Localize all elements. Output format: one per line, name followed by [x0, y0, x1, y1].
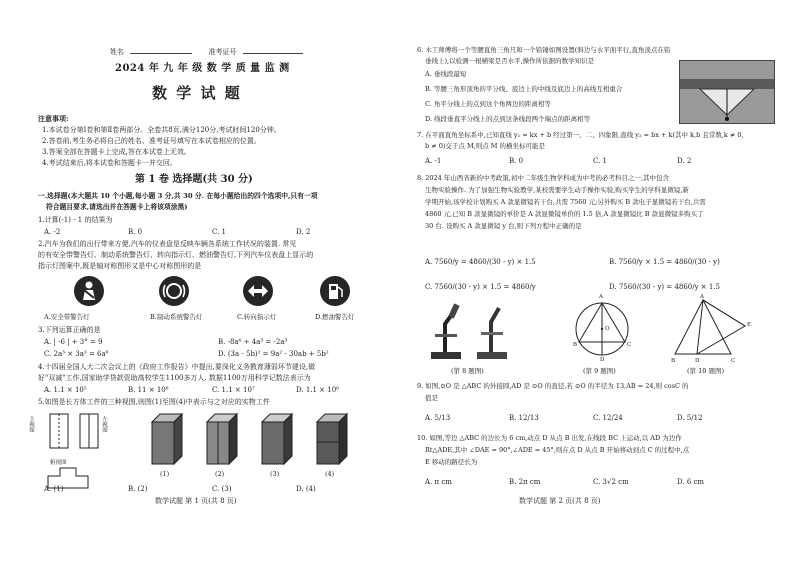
workpiece-2	[203, 412, 239, 466]
option-d: D. (3a - 5b)² = 9a² - 30ab + 5b²	[218, 350, 329, 358]
workpiece-1	[148, 412, 184, 466]
icon-caption: D.燃油警告灯	[315, 313, 355, 321]
option-b: B. 11 × 10⁶	[128, 386, 169, 394]
section-title: 第 1 卷 选择题(共 30 分)	[135, 174, 253, 185]
note-item: 2.答卷前,考生务必将自己的姓名、准考证号填写在本试卷相应的位置。	[42, 137, 261, 145]
option-d: D. 2	[677, 157, 692, 165]
question-5-stem: 5.如图是长方体工件的三种视图,则图(1)至图(4)中表示与之对应的实物工件	[38, 398, 270, 406]
triangle-figure	[667, 296, 757, 366]
figure-label: (4)	[325, 470, 335, 478]
icon-caption: B.制动系统警告灯	[150, 313, 203, 321]
fuel-warning-icon	[320, 276, 350, 306]
point-label: B	[671, 358, 676, 364]
option-c: C. 1	[593, 157, 608, 165]
figure-caption: (第 9 题图)	[583, 367, 616, 375]
option-a: A. 7560/y = 4860/(30 - y) × 1.5	[425, 258, 536, 266]
question-9-stem: 值是	[425, 394, 438, 402]
option-b: B. 0	[509, 157, 524, 165]
carpenter-photo	[679, 60, 775, 124]
notes-title: 注意事项:	[38, 114, 69, 123]
icon-caption: A.安全带警告灯	[44, 313, 90, 321]
question-7-stem: 7. 在平面直角坐标系中,已知直线 y₁ = kx + b 经过第一、二、四象限,直线 y₂ = bx + k(其中 k,b 且常数,k ≠ 0,	[417, 131, 744, 139]
point-label: A	[599, 294, 603, 300]
circle-figure	[565, 296, 639, 366]
turn-signal-icon	[243, 276, 273, 306]
page-footer: 数学试题 第 2 页(共 8 页)	[519, 497, 601, 505]
section-intro: 符合题目要求,请选出并在答题卡上将该项涂黑)	[46, 203, 188, 211]
question-6-stem: 垂线上),以检测一根横梁是否水平,操作所依据的数学知识是	[425, 57, 595, 65]
question-8-stem: 8. 2024 年山西省新的中考政策,初中二年级生物学科成为中考的必考科目之一,其中包含	[417, 174, 670, 182]
main-title: 数 学 试 题	[152, 84, 242, 102]
option-d: D. (4)	[296, 485, 316, 493]
question-10-stem: E 移动的路径长为	[425, 458, 478, 466]
option-a: A. π cm	[425, 478, 452, 486]
question-8-stem: 生物实验操作. 为了加强生物实验教学,某校需要学生动手操作实验,购买学生的学科显微镜,新	[425, 186, 689, 194]
question-8-stem: 30 台. 设购买 A 款显微镜 y 台,则下列方程中正确的是	[425, 222, 582, 230]
point-label: A	[700, 294, 704, 300]
section-intro: 一.选择题(本大题共 10 个小题,每小题 3 分,共 30 分. 在每小题给出的四个选项中,只有一项	[38, 192, 318, 200]
option-a: A. 垂线段最短	[425, 70, 467, 78]
option-c: C. 3√2 cm	[593, 478, 629, 486]
option-a: A. 1.1 × 10⁵	[44, 386, 87, 394]
option-c: C. 12/24	[593, 414, 623, 422]
figure-caption: (第 10 题图)	[687, 367, 724, 375]
page-footer: 数学试题 第 1 页(共 8 页)	[155, 497, 237, 505]
option-c: C. 1.1 × 10⁷	[212, 386, 255, 394]
option-a: A. (1)	[44, 485, 64, 493]
question-10-stem: Rt△ADE,其中 ∠DAE = 90°,∠ADE = 45°,则在点 D 从点 B 开始移动到点 C 的过程中,点	[425, 446, 690, 454]
note-item: 1.本试卷分第Ⅰ卷和第Ⅱ卷两部分。全卷共8页,满分120分,考试时间120分钟。	[42, 126, 281, 134]
question-2-stem: 的有安全带警告灯、制动系统警告灯、转向指示灯、燃油警告灯,下列汽车仪表盘上显示的	[38, 251, 314, 259]
seatbelt-warning-icon	[74, 276, 104, 306]
option-b: B. 12/13	[509, 414, 539, 422]
question-7-stem: b ≠ 0)交于点 M,则点 M 的横坐标可能是	[425, 142, 545, 150]
option-d: D. 2	[296, 228, 311, 236]
three-view-drawing	[44, 412, 104, 494]
option-d: D. 线段垂直平分线上的点到这条线段两个端点的距离相等	[425, 115, 591, 123]
microscope-photo	[425, 302, 515, 362]
workpiece-3	[258, 412, 294, 466]
point-label: D	[695, 358, 700, 364]
question-1-stem: 1.计算(-1) - 1 的结果为	[38, 216, 113, 224]
view-label: 左视图	[101, 416, 107, 433]
question-10-stem: 10. 如图,等边 △ABC 的边长为 6 cm,动点 D 从点 B 出发,在线段 BC 上运动,以 AD 为边作	[417, 434, 682, 442]
option-b: B. 7560/y × 1.5 = 4860/(30 - y)	[609, 258, 720, 266]
point-label: B	[573, 342, 578, 348]
option-c: C. (3)	[212, 485, 232, 493]
brake-warning-icon	[159, 276, 189, 306]
figure-label: (1)	[160, 470, 170, 478]
question-8-stem: 4860 元,已知 B 款显微镜的单价是 A 款显微镜单价的 1.5 倍,A 款显微镜比 B 款显微镜多购买了	[425, 210, 704, 218]
name-label: 姓名	[110, 48, 124, 56]
option-a: A. -1	[425, 157, 442, 165]
question-2-stem: 2.汽车为我们的出行带来方便,汽车的仪表盘是反映车辆各系统工作状况的装置. 常见	[38, 240, 297, 248]
point-label: E	[747, 322, 752, 328]
option-d: D. 6 cm	[677, 478, 705, 486]
question-8-stem: 学期开始,该学校计划购买 A 款显微镜若干台,共需 7560 元;另外购买 B 款电子显微镜若干台,共需	[425, 198, 706, 206]
question-4-stem: 4.十四届全国人大二次会议上的《政府工作报告》中提出,要深化义务教育薄弱环节建设,做	[38, 363, 316, 371]
option-a: A. | -6 | + 3° = 9	[44, 338, 103, 346]
question-6-stem: 6. 木工师傅将一个等腰直角三角尺和一个铅锤如图设置(斜边与水平面平行,直角顶点在铅	[417, 46, 671, 54]
option-d: D. 5/12	[677, 414, 703, 422]
icon-caption: C.转向指示灯	[237, 313, 277, 321]
figure-label: (2)	[215, 470, 225, 478]
view-label: 俯视图	[50, 460, 67, 466]
exam-title: 2024 年 九 年 级 数 学 质 量 监 测	[115, 63, 290, 74]
option-a: A. -2	[44, 228, 61, 236]
option-c: C. 1	[212, 228, 227, 236]
workpiece-4	[313, 412, 349, 466]
option-b: B. -8a⁶ ÷ 4a³ = -2a³	[218, 338, 288, 346]
question-9-stem: 9. 如图,⊙O 是 △ABC 的外接圆,AD 是 ⊙O 的直径,若 ⊙O 的半径为 13,AB = 24,则 cosC 的	[417, 382, 689, 390]
question-4-stem: 好"双减"工作,国家助学贷款资助高校学生1100多万人. 数据1100万用科学记数法表示为	[38, 374, 311, 382]
figure-label: (3)	[270, 470, 280, 478]
point-label: D	[600, 357, 605, 363]
option-b: B. (2)	[128, 485, 148, 493]
option-c: C. 角平分线上的点到这个角两边的距离相等	[425, 100, 551, 108]
option-c: C. 7560/(30 - y) × 1.5 = 4860/y	[425, 283, 536, 291]
option-a: A. 5/13	[425, 414, 451, 422]
option-d: D. 1.1 × 10⁸	[296, 386, 339, 394]
point-label: C	[627, 342, 632, 348]
option-b: B. 等腰三角形顶角的平分线、底边上的中线及底边上的高线互相重合	[425, 85, 623, 93]
note-item: 3.答案全部在答题卡上完成,答在本试卷上无效。	[42, 148, 191, 156]
question-3-stem: 3.下列运算正确的是	[38, 326, 101, 334]
option-d: D. 7560/(30 - y) = 4860/y × 1.5	[609, 283, 721, 291]
view-label: 主视图	[28, 416, 34, 433]
page-2	[397, 0, 794, 561]
question-2-stem: 指示灯图案中,既是轴对称图形又是中心对称图形的是	[38, 262, 202, 270]
figure-caption: (第 8 题图)	[451, 367, 484, 375]
name-field	[110, 47, 303, 57]
note-item: 4.考试结束后,将本试卷和答题卡一并交回。	[42, 159, 177, 167]
point-label: C	[731, 358, 736, 364]
option-c: C. 2a³ × 3a³ = 6a⁶	[44, 350, 109, 358]
option-b: B. 0	[128, 228, 143, 236]
point-label: O	[605, 326, 610, 332]
option-b: B. 2π cm	[509, 478, 541, 486]
ticket-label: 准考证号	[208, 48, 237, 56]
